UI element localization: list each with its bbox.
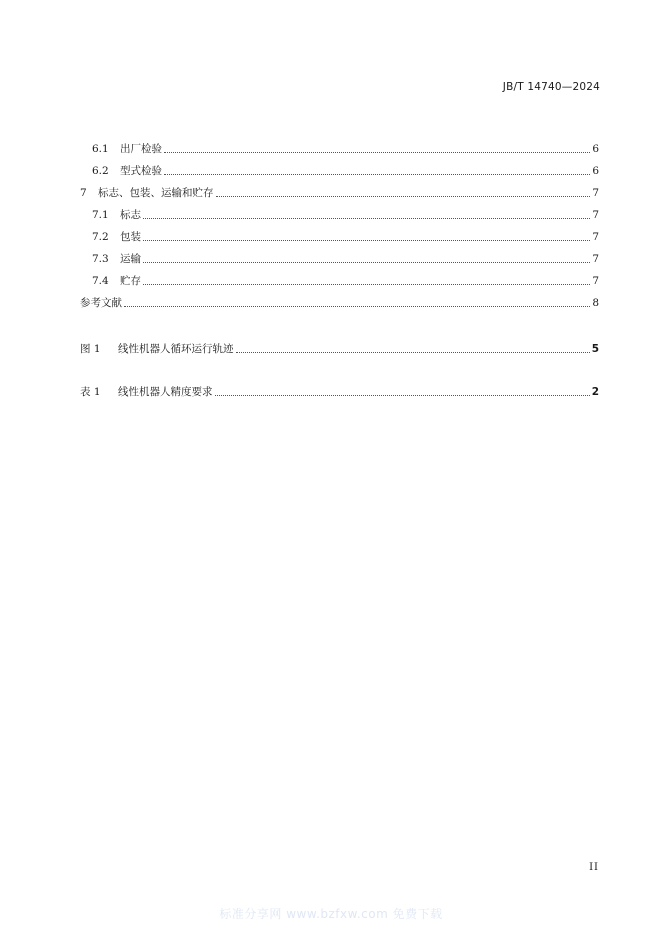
- toc-entry-6-2[interactable]: [92, 162, 599, 178]
- toc-title: 出厂检验: [120, 143, 162, 155]
- toc-leader: [164, 152, 590, 153]
- toc-title: 标志: [120, 209, 141, 221]
- standard-code: JB/T 14740—2024: [502, 81, 600, 93]
- table-page: 2: [591, 386, 599, 398]
- toc-number: 7: [80, 187, 87, 199]
- toc-page: 6: [592, 143, 599, 155]
- toc-leader: [143, 284, 590, 285]
- figure-title: 线性机器人循环运行轨迹: [118, 343, 234, 355]
- toc-entry-7-4[interactable]: [92, 272, 599, 288]
- toc-leader: [215, 395, 590, 396]
- toc-entry-7-2[interactable]: [92, 228, 599, 244]
- toc-page: 7: [592, 209, 599, 221]
- toc-title: 型式检验: [120, 165, 162, 177]
- toc-number: 7.3: [92, 253, 109, 265]
- toc-entry-6-1[interactable]: [92, 140, 599, 156]
- toc-title: 标志、包装、运输和贮存: [98, 187, 214, 199]
- toc-entry-7-3[interactable]: [92, 250, 599, 266]
- table-entry-1[interactable]: [80, 383, 599, 399]
- toc-number: 6.2: [92, 165, 109, 177]
- toc-page: 7: [592, 253, 599, 265]
- toc-number: 7.1: [92, 209, 109, 221]
- toc-page: 8: [592, 297, 599, 309]
- toc-leader: [143, 218, 590, 219]
- toc-leader: [164, 174, 590, 175]
- toc-entry-references[interactable]: [80, 294, 599, 310]
- toc-title: 包装: [120, 231, 141, 243]
- toc-leader: [216, 196, 591, 197]
- page-number: II: [589, 862, 599, 873]
- toc-number: 6.1: [92, 143, 109, 155]
- toc-title: 贮存: [120, 275, 141, 287]
- toc-number: 7.4: [92, 275, 109, 287]
- watermark: 标准分享网 www.bzfxw.com 免费下载: [219, 907, 443, 921]
- toc-leader: [124, 306, 590, 307]
- toc-entry-7-1[interactable]: [92, 206, 599, 222]
- toc-page: 6: [592, 165, 599, 177]
- toc-page: 7: [592, 187, 599, 199]
- toc-page: 7: [592, 275, 599, 287]
- toc-leader: [236, 352, 590, 353]
- table-label: 表 1: [80, 386, 101, 398]
- toc-leader: [143, 240, 590, 241]
- toc-page: 7: [592, 231, 599, 243]
- toc-title: 参考文献: [80, 297, 122, 309]
- table-title: 线性机器人精度要求: [118, 386, 213, 398]
- figure-entry-1[interactable]: [80, 340, 599, 356]
- figure-label: 图 1: [80, 343, 101, 355]
- toc-entry-7[interactable]: [80, 184, 599, 200]
- toc-leader: [143, 262, 590, 263]
- toc-title: 运输: [120, 253, 141, 265]
- toc-number: 7.2: [92, 231, 109, 243]
- figure-page: 5: [591, 343, 599, 355]
